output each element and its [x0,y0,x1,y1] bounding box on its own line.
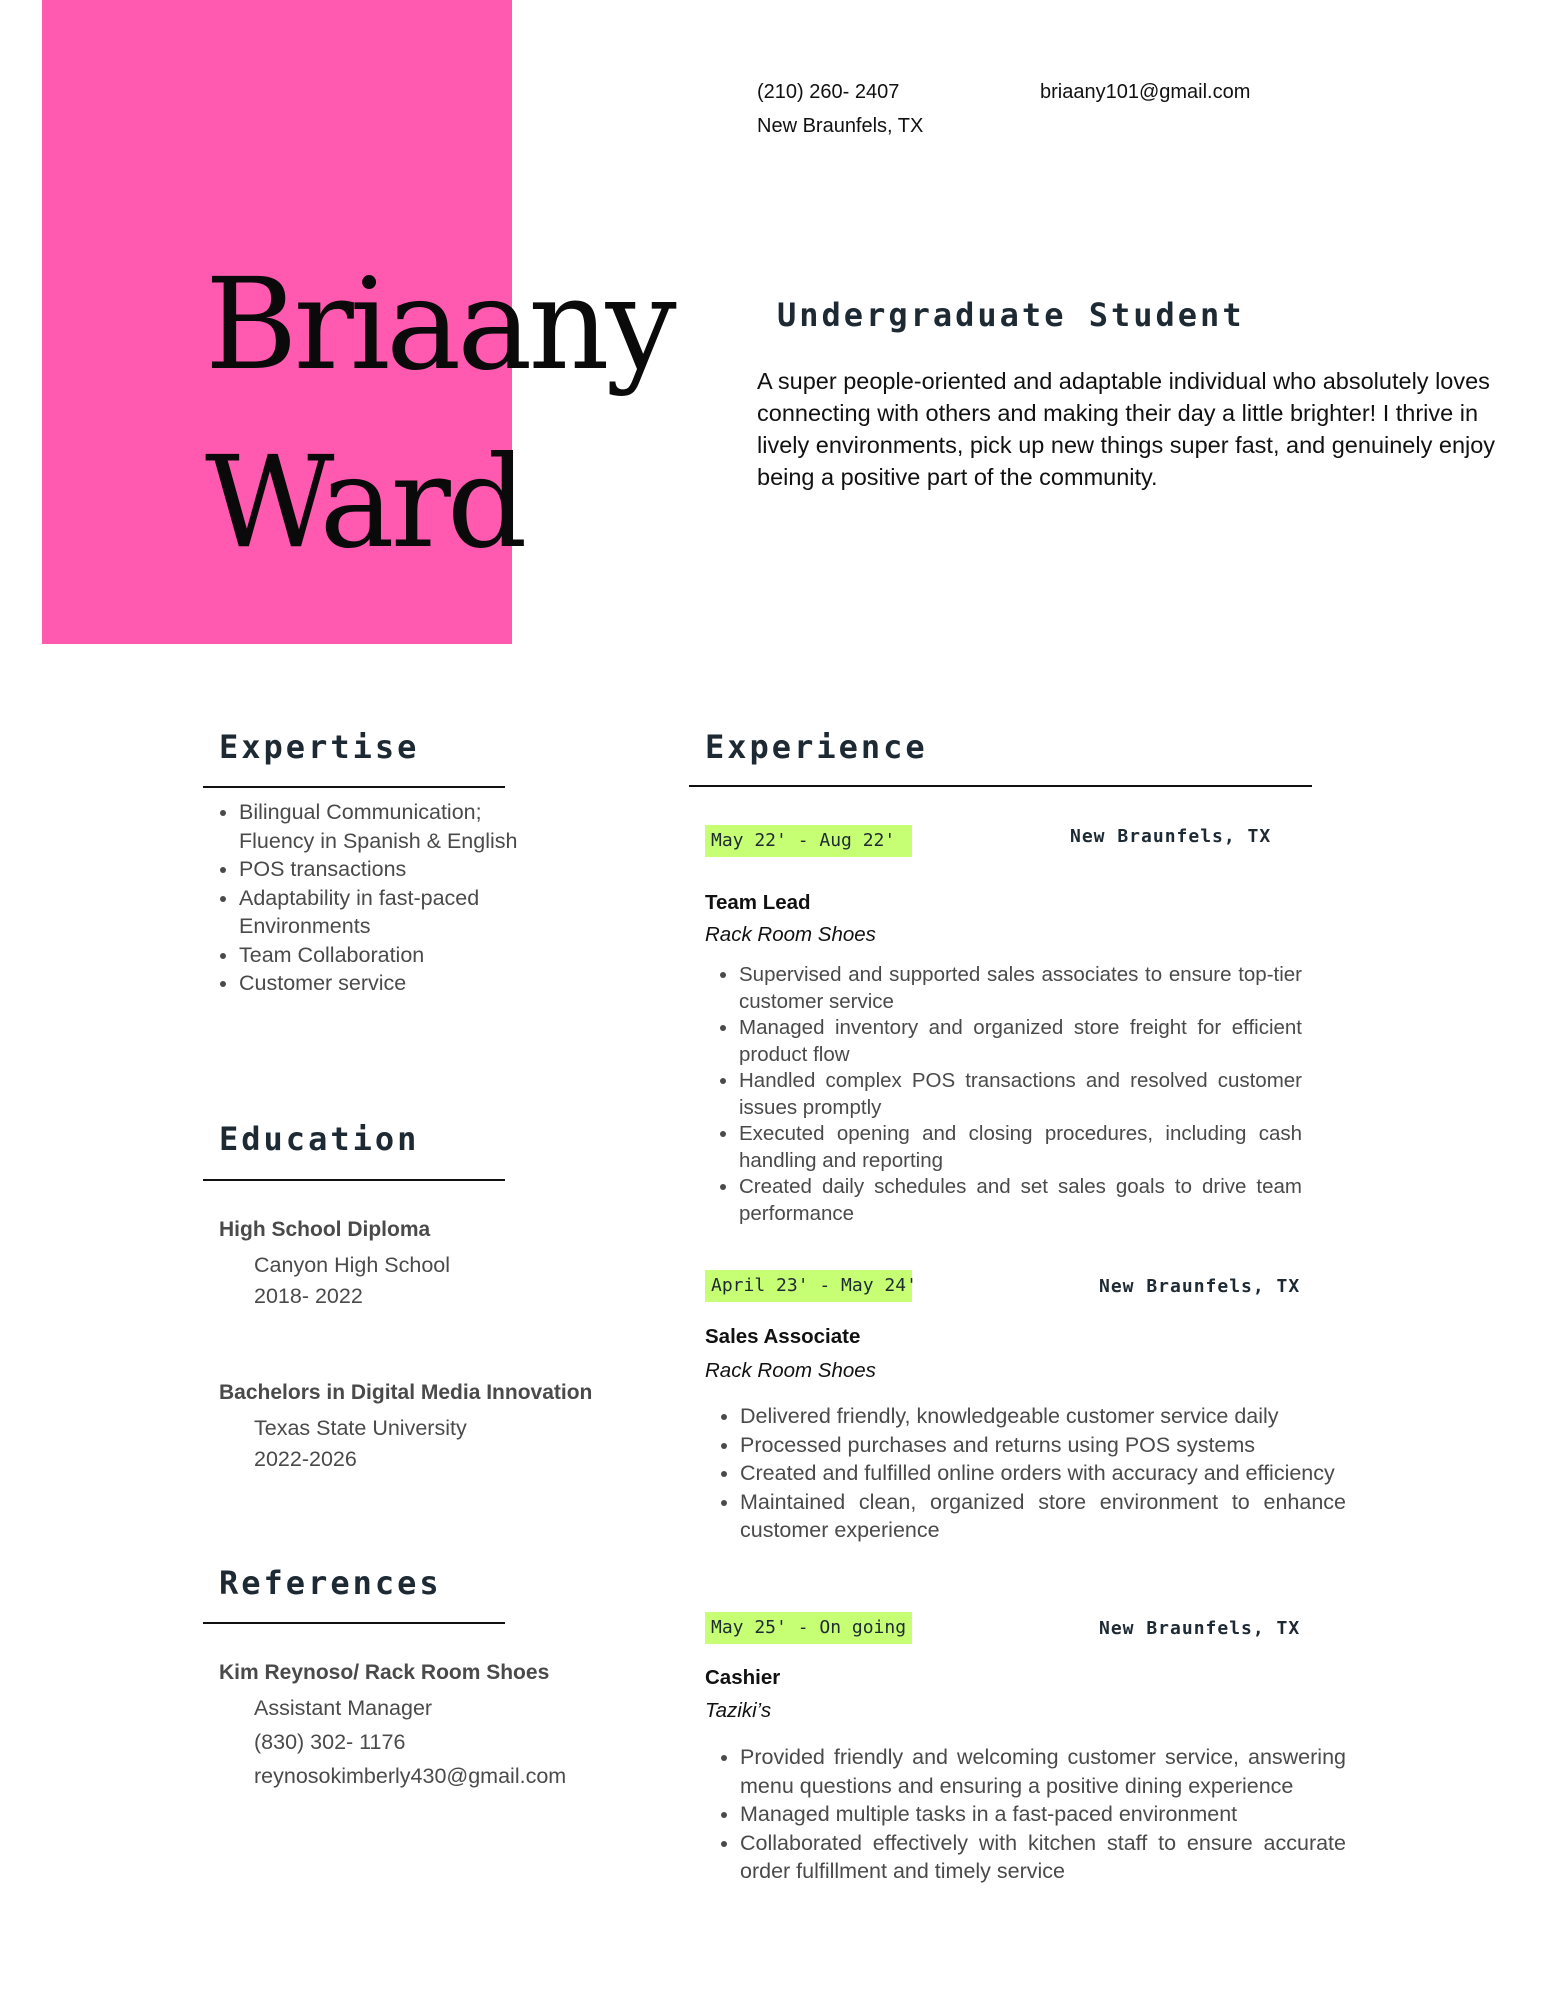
education-school: Texas State University [254,1416,467,1440]
expertise-heading: Expertise [219,728,420,766]
list-item: • Handled complex POS transactions and resolved customer issues promptly [739,1068,1302,1121]
job-company: Taziki’s [705,1699,772,1722]
job-duties [706,1743,1346,1886]
education-degree: Bachelors in Digital Media Innovation [219,1381,593,1404]
reference-name: Kim Reynoso/ Rack Room Shoes [219,1661,550,1684]
job-location: New Braunfels, TX [1099,1276,1301,1297]
list-item: • Supervised and supported sales associates to ensure top-tier customer service [739,962,1302,1015]
reference-email: reynosokimberly430@gmail.com [254,1764,567,1788]
job-company: Rack Room Shoes [705,1359,876,1382]
education-years: 2018- 2022 [254,1284,363,1308]
last-name: Ward [205,429,524,576]
job-location: New Braunfels, TX [1070,826,1272,847]
education-heading: Education [219,1120,420,1158]
list-item: • POS transactions [239,855,529,884]
job-company: Rack Room Shoes [705,923,876,946]
list-item: • Adaptability in fast-paced Environments [239,884,529,941]
job-duties [705,962,1302,1227]
role-title: Undergraduate Student [777,296,1245,334]
experience-heading: Experience [705,728,928,766]
location: New Braunfels, TX [757,115,924,137]
list-item: • Created daily schedules and set sales goals to drive team performance [739,1174,1302,1227]
reference-title: Assistant Manager [254,1696,433,1720]
references-heading: References [219,1564,442,1602]
education-years: 2022-2026 [254,1447,357,1471]
list-item: • Team Collaboration [239,941,529,970]
first-name: Briaany [205,251,673,398]
references-divider [203,1622,505,1624]
phone-number: (210) 260- 2407 [757,81,900,103]
list-item: • Created and fulfilled online orders with accuracy and efficiency [740,1459,1346,1488]
expertise-divider [203,786,505,788]
job-location: New Braunfels, TX [1099,1618,1301,1639]
list-item: • Delivered friendly, knowledgeable customer service daily [740,1402,1346,1431]
date-range-badge: April 23' - May 24' [705,1270,912,1302]
date-range-badge: May 25' - On going [705,1612,912,1644]
list-item: • Customer service [239,969,529,998]
expertise-list [205,798,529,998]
reference-phone: (830) 302- 1176 [254,1730,406,1754]
summary: A super people-oriented and adaptable individual who absolutely loves connecting with others and making their day a little brighter! I thrive in lively environments, pick up new things super fast, and genuinely enjoy being a positive part of the community. [757,368,1496,490]
education-school: Canyon High School [254,1253,451,1277]
list-item: • Managed inventory and organized store freight for efficient product flow [739,1015,1302,1068]
email-address: briaany101@gmail.com [1040,81,1251,103]
job-title: Sales Associate [705,1325,861,1348]
list-item: • Processed purchases and returns using POS systems [740,1431,1346,1460]
list-item: • Maintained clean, organized store environment to enhance customer experience [740,1488,1346,1545]
list-item: • Bilingual Communication; Fluency in Spanish & English [239,798,529,855]
education-degree: High School Diploma [219,1218,431,1241]
education-divider [203,1179,505,1181]
job-title: Cashier [705,1666,781,1689]
list-item: • Executed opening and closing procedures, including cash handling and reporting [739,1121,1302,1174]
date-range-badge: May 22' - Aug 22' [705,825,912,857]
list-item: • Managed multiple tasks in a fast-paced environment [740,1800,1346,1829]
experience-divider [689,785,1312,787]
job-duties [706,1402,1346,1545]
list-item: • Provided friendly and welcoming customer service, answering menu questions and ensuring a positive dining experience [740,1743,1346,1800]
job-title: Team Lead [705,891,811,914]
list-item: • Collaborated effectively with kitchen staff to ensure accurate order fulfillment and timely service [740,1829,1346,1886]
